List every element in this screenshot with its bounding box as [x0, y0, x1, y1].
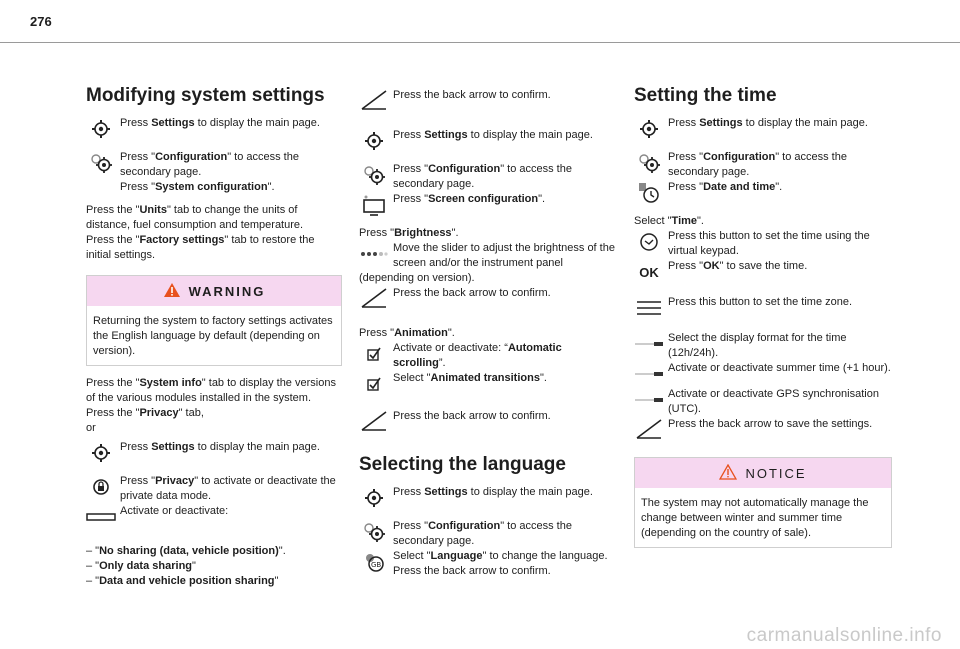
step-gps: Activate or deactivate GPS synchronisation (UTC).: [634, 387, 892, 417]
page-number: 276: [30, 14, 52, 29]
units-paragraph: Press the "Units" tab to change the units of distance, fuel consumption and temperature.: [86, 204, 304, 231]
step-keypad: Press this button to set the time using the virtual keypad.: [634, 229, 892, 259]
warning-text: Returning the system to factory settings activates the English language by default (depending on version).: [93, 315, 333, 357]
section-title-modifying: Modifying system settings: [86, 85, 325, 106]
notice-box: [634, 457, 892, 548]
warning-icon: [163, 282, 181, 301]
ok-icon: OK: [639, 264, 659, 280]
step-settings-mid: Press Settings to display the main page.: [359, 128, 617, 154]
column-right: [634, 84, 892, 556]
back-arrow-icon: [359, 88, 389, 114]
back-arrow-icon: [359, 409, 389, 435]
language-icon: [359, 549, 389, 575]
animation-paragraph: Press "Animation".: [359, 327, 455, 339]
step-settings: Press Settings to display the main page.: [86, 116, 342, 142]
slider-continuation: (depending on version).: [359, 272, 475, 284]
list-item: – "Only data sharing": [86, 560, 196, 572]
gears-icon: [86, 150, 116, 176]
step-language: GB Select "Language" to change the language. Press the back arrow to confirm.: [359, 549, 617, 579]
checkbox-icon: [359, 341, 389, 367]
warning-header: WARNING: [87, 276, 341, 306]
step-format: Select the display format for the time (12h/24h).: [634, 331, 892, 361]
gear-icon: [86, 440, 116, 466]
step-privacy: Press "Privacy" to activate or deactivate the private data mode.: [86, 474, 342, 504]
select-time-paragraph: Select "Time".: [634, 215, 704, 227]
list-icon: [634, 295, 664, 321]
header-divider: [0, 42, 960, 43]
sysinfo-paragraph: Press the "System info" tab to display the versions of the various modules installed in the system.: [86, 377, 336, 404]
step-time-zone: Press this button to set the time zone.: [634, 295, 892, 321]
step-activate: Activate or deactivate:: [86, 504, 342, 530]
step-summer-time: Activate or deactivate summer time (+1 hour).: [634, 361, 892, 387]
step-time-settings: Press Settings to display the main page.: [634, 116, 892, 142]
toggle-bar-icon: [86, 504, 116, 530]
brightness-paragraph: Press "Brightness".: [359, 227, 459, 239]
svg-text:GB: GB: [371, 561, 382, 569]
back-arrow-icon: [359, 286, 389, 312]
step-screen-config: Press "Screen configuration".: [359, 192, 617, 218]
step-ok: OK Press "OK" to save the time.: [634, 259, 892, 285]
privacy-gear-icon: [86, 474, 116, 500]
toggle-line-icon: [634, 387, 664, 413]
step-animated-transitions: Select "Animated transitions".: [359, 371, 617, 397]
step-back: Press the back arrow to confirm.: [359, 88, 617, 114]
step-time-config: Press "Configuration" to access the secondary page.: [634, 150, 892, 180]
toggle-line-icon: [634, 331, 664, 357]
watermark-footer: carmanualsonline.info: [746, 625, 942, 646]
factory-paragraph: Press the "Factory settings" tab to restore the initial settings.: [86, 234, 315, 261]
step-lang-config: Press "Configuration" to access the secondary page.: [359, 519, 617, 549]
gear-icon: [86, 116, 116, 142]
warning-box: [86, 275, 342, 366]
or-text: or: [86, 422, 96, 434]
step-back-3: Press the back arrow to confirm.: [359, 409, 617, 435]
gear-icon: [359, 485, 389, 511]
gear-icon: [359, 128, 389, 154]
notice-icon: [719, 464, 737, 483]
step-back-save: Press the back arrow to save the settings.: [634, 417, 892, 443]
gears-icon: [634, 150, 664, 176]
clock-icon: [634, 229, 664, 255]
back-arrow-icon: [634, 417, 664, 443]
step-config-mid: Press "Configuration" to access the secondary page.: [359, 162, 617, 192]
slider-icon: [359, 241, 389, 267]
screen-icon: [359, 192, 389, 218]
step-settings-2: Press Settings to display the main page.: [86, 440, 342, 466]
section-title-time: Setting the time: [634, 85, 777, 106]
clock-calendar-icon: [634, 180, 664, 206]
toggle-line-icon: [634, 361, 664, 387]
column-left: [86, 84, 342, 589]
privacy-paragraph: Press the "Privacy" tab,: [86, 407, 204, 419]
list-item: – "Data and vehicle position sharing": [86, 575, 279, 587]
step-back-2: Press the back arrow to confirm.: [359, 286, 617, 312]
column-middle: [359, 88, 617, 579]
notice-text: The system may not automatically manage the change between winter and summer time (depending on the country of sale).: [641, 497, 869, 539]
step-auto-scroll: Activate or deactivate: “Automatic scrolling”.: [359, 341, 617, 371]
section-title-language: Selecting the language: [359, 454, 566, 475]
list-item: – "No sharing (data, vehicle position)".: [86, 545, 286, 557]
checkbox-icon: [359, 371, 389, 397]
gears-icon: [359, 519, 389, 545]
step-date-time: Press "Date and time".: [634, 180, 892, 206]
gears-icon: [359, 162, 389, 188]
gear-icon: [634, 116, 664, 142]
notice-header: NOTICE: [635, 458, 891, 488]
step-slider: Move the slider to adjust the brightness of the screen and/or the instrument panel: [359, 241, 617, 271]
step-configuration: Press "Configuration" to access the secondary page. Press "System configuration".: [86, 150, 342, 195]
step-lang-settings: Press Settings to display the main page.: [359, 485, 617, 511]
